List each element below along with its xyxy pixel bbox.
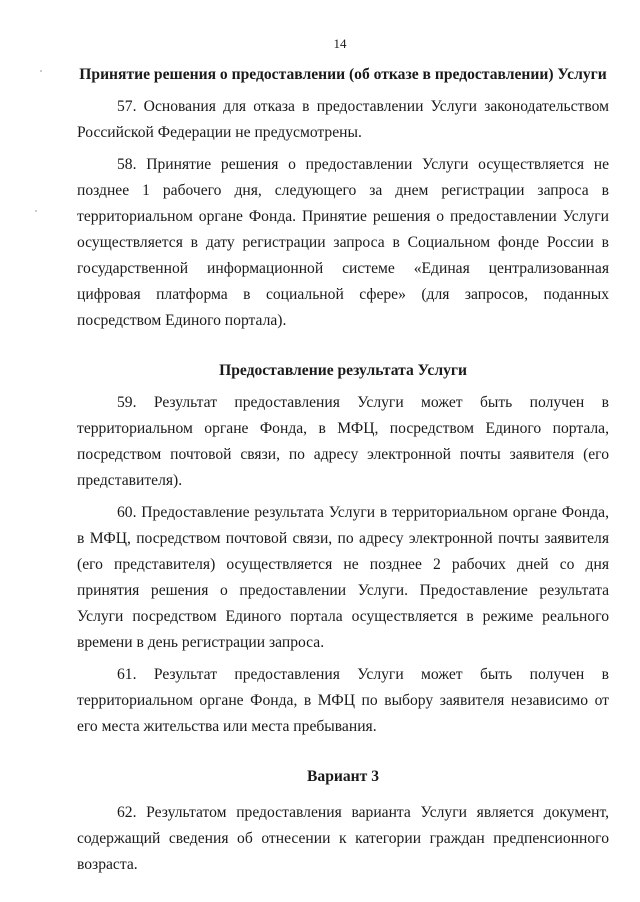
paragraph-61: 61. Результат предоставления Услуги может быть получен в территориальном органе Фонда, в МФЦ по выбору заявителя независимо от его места жительства или места пребывания. <box>77 666 609 735</box>
paragraph-60: 60. Предоставление результата Услуги в территориальном органе Фонда, в МФЦ, посредством почтовой связи, по адресу электронной почты заявителя (его представителя) осуществляется не позднее 2 рабочих дней со дня принятия решения о предоставлении Услуги. Предоставление результата Услуги посредством Единого портала осуществляется в режиме реального времени в день регистрации запроса. <box>77 504 609 651</box>
section-heading-decision: Принятие решения о предоставлении (об отказе в предоставлении) Услуги <box>79 66 607 83</box>
paragraph-62: 62. Результатом предоставления варианта Услуги является документ, содержащий сведения об отнесении к категории граждан предпенсионного возраста. <box>77 804 609 873</box>
section-heading-result-delivery: Предоставление результата Услуги <box>219 362 467 379</box>
scan-artifact <box>35 210 37 212</box>
document-body <box>77 62 609 878</box>
paragraph-59: 59. Результат предоставления Услуги может быть получен в территориальном органе Фонда, в МФЦ, посредством Единого портала, посредством почтовой связи, по адресу электронной почты заявителя (его представителя). <box>77 394 609 489</box>
paragraph-58: 58. Принятие решения о предоставлении Услуги осуществляется не позднее 1 рабочего дня, следующего за днем регистрации запроса в территориальном органе Фонда. Принятие решения о предоставлении Услуги осуществляется в дату регистрации запроса в Социальном фонде России в государственной информационной системе «Единая централизованная цифровая платформа в социальной сфере» (для запросов, поданных посредством Единого портала). <box>77 156 609 329</box>
page-number: 14 <box>333 36 347 51</box>
scan-artifact <box>40 70 42 72</box>
section-heading-variant-3: Вариант 3 <box>307 768 379 785</box>
paragraph-57: 57. Основания для отказа в предоставлении Услуги законодательством Российской Федерации не предусмотрены. <box>77 98 609 141</box>
